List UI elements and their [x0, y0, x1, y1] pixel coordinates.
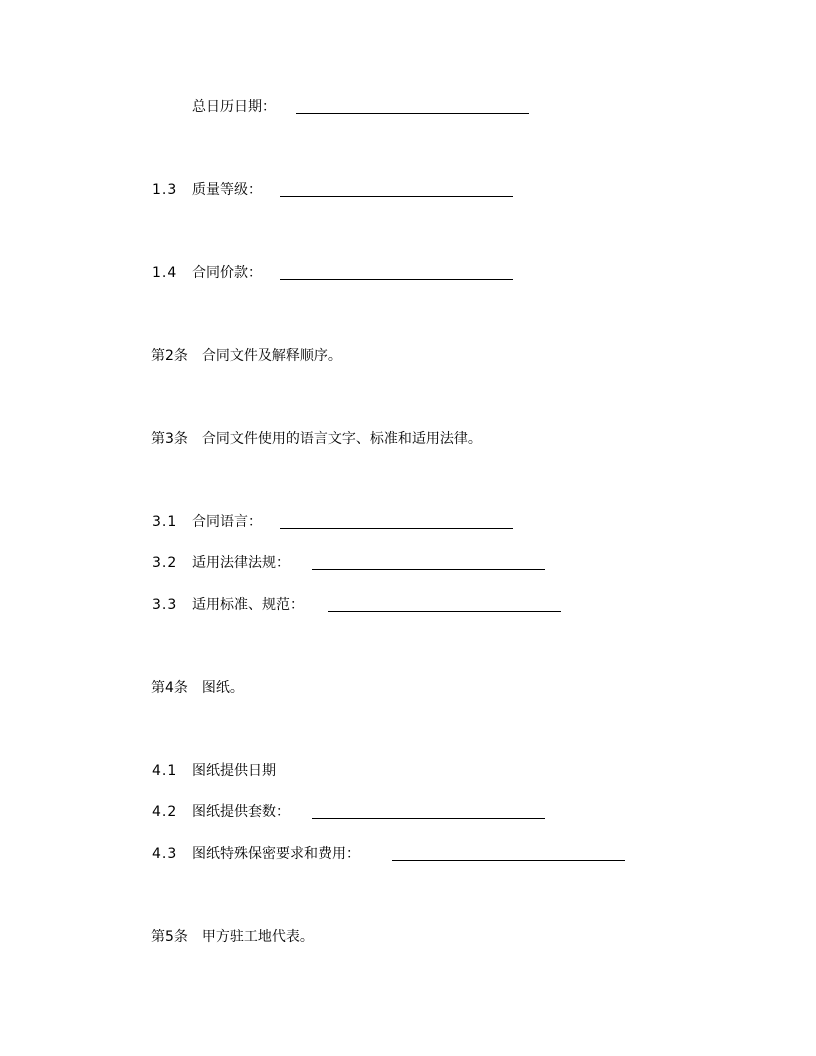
drawing-confidentiality-blank[interactable] [392, 860, 625, 861]
section-3-3-number: 3.3 [152, 597, 178, 613]
total-calendar-days-label: 总日历日期： [192, 99, 276, 115]
section-4-3-number: 4.3 [152, 846, 178, 862]
section-1-4-number: 1.4 [152, 265, 178, 281]
quality-grade-blank[interactable] [280, 196, 513, 197]
section-3-1-number: 3.1 [152, 514, 178, 530]
article-3-text: 第3条 合同文件使用的语言文字、标准和适用法律。 [151, 431, 482, 447]
section-3-2-number: 3.2 [152, 555, 178, 571]
total-calendar-days-blank[interactable] [296, 113, 529, 114]
quality-grade-label: 质量等级： [192, 182, 262, 198]
applicable-standards-label: 适用标准、规范： [192, 597, 304, 613]
applicable-laws-label: 适用法律法规： [192, 555, 290, 571]
contract-language-blank[interactable] [280, 528, 513, 529]
applicable-laws-blank[interactable] [312, 569, 545, 570]
article-5-text: 第5条 甲方驻工地代表。 [151, 929, 314, 945]
article-2-text: 第2条 合同文件及解释顺序。 [151, 348, 342, 364]
drawing-sets-label: 图纸提供套数： [192, 804, 290, 820]
contract-price-label: 合同价款： [192, 265, 262, 281]
section-4-2-number: 4.2 [152, 804, 178, 820]
drawing-date-label: 图纸提供日期 [192, 763, 276, 779]
contract-language-label: 合同语言： [192, 514, 262, 530]
article-4-text: 第4条 图纸。 [151, 680, 244, 696]
drawing-confidentiality-label: 图纸特殊保密要求和费用： [192, 846, 360, 862]
contract-price-blank[interactable] [280, 279, 513, 280]
section-1-3-number: 1.3 [152, 182, 178, 198]
section-4-1-number: 4.1 [152, 763, 178, 779]
drawing-sets-blank[interactable] [312, 818, 545, 819]
applicable-standards-blank[interactable] [328, 611, 561, 612]
